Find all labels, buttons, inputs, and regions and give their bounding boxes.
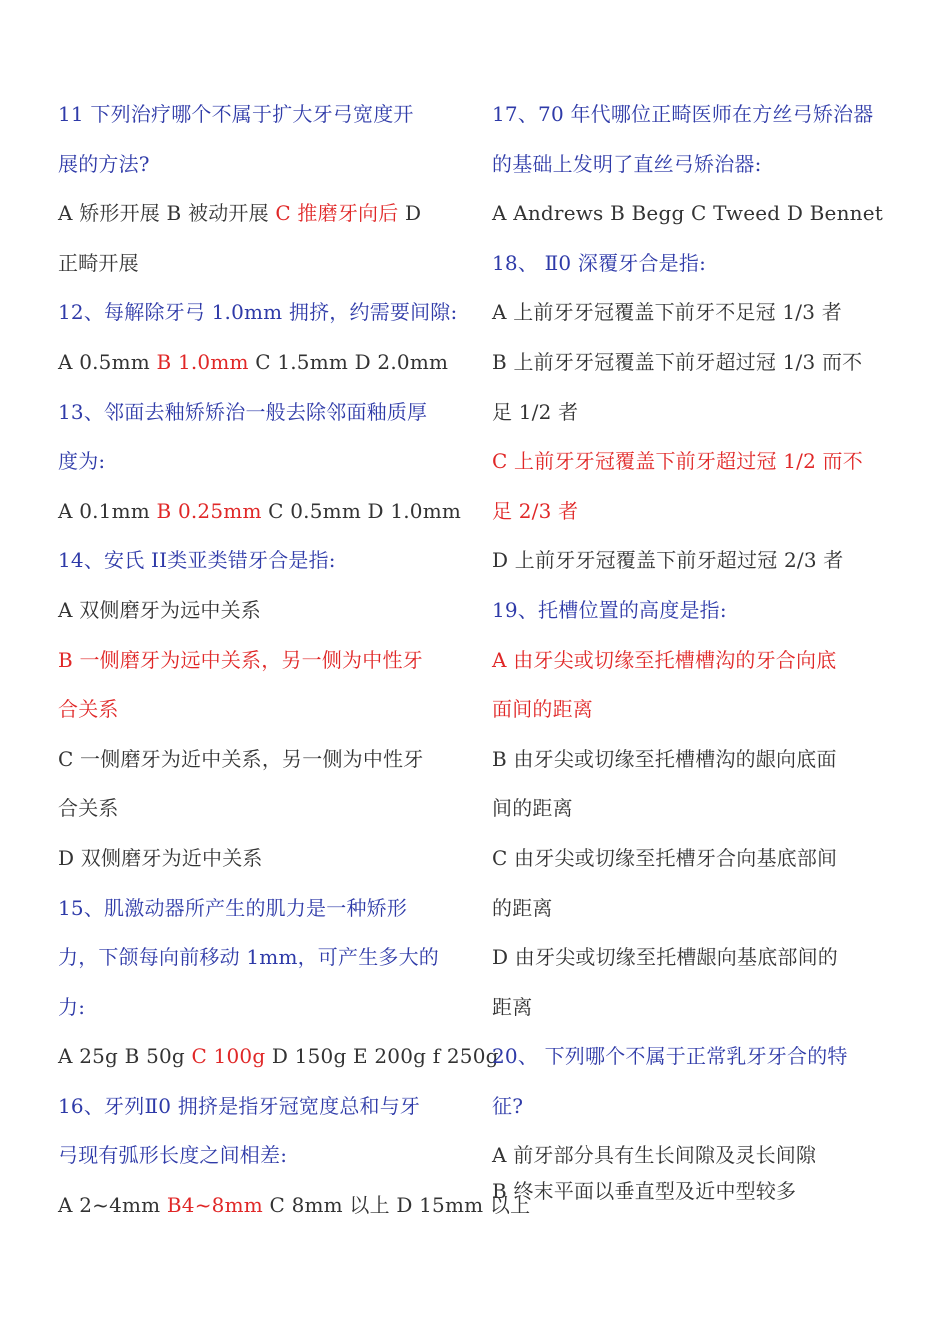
question-18-option-b-line-2: 足 1/2 者 xyxy=(492,399,579,424)
option-d-f: D 150g E 200g f 250g xyxy=(265,1044,499,1069)
question-11-option-d-cont: 正畸开展 xyxy=(58,250,139,275)
question-14-option-c-line-2: 合关系 xyxy=(58,796,119,821)
option-a: A 0.5mm xyxy=(58,349,157,374)
question-18-option-d: D 上前牙牙冠覆盖下前牙超过冠 2/3 者 xyxy=(492,548,844,573)
question-14-option-d: D 双侧磨牙为近中关系 xyxy=(58,845,263,870)
question-18-option-a: A 上前牙牙冠覆盖下前牙不足冠 1/3 者 xyxy=(492,300,842,325)
option-c-d: C 0.5mm D 1.0mm xyxy=(261,498,462,523)
correct-answer: B 0.25mm xyxy=(156,498,262,523)
option-a-b: A 矫形开展 B 被动开展 xyxy=(58,201,276,226)
question-15-options xyxy=(58,1036,499,1086)
correct-answer: C 推磨牙向后 xyxy=(275,201,399,226)
question-16-line-2: 弓现有弧形长度之间相差: xyxy=(58,1143,288,1168)
question-20-option-b: B 终末平面以垂直型及近中型较多 xyxy=(492,1179,797,1204)
question-16-options xyxy=(58,1185,531,1235)
question-14-option-b-line-2: 合关系 xyxy=(58,697,119,722)
question-20-option-a: A 前牙部分具有生长间隙及灵长间隙 xyxy=(492,1143,817,1168)
question-17-line-1: 17、70 年代哪位正畸医师在方丝弓矫治器 xyxy=(492,102,874,126)
question-11-line-1: 11 下列治疗哪个不属于扩大牙弓宽度开 xyxy=(58,102,414,126)
question-12: 12、每解除牙弓 1.0mm 拥挤，约需要间隙: xyxy=(58,300,458,325)
question-19-option-d-line-2: 距离 xyxy=(492,994,533,1019)
question-13-line-1: 13、邻面去釉矫矫治一般去除邻面釉质厚 xyxy=(58,399,428,424)
question-14: 14、安氏 II类亚类错牙合是指: xyxy=(58,548,336,573)
question-17-options: A Andrews B Begg C Tweed D Bennet xyxy=(492,201,884,226)
question-19-option-c-line-2: 的距离 xyxy=(492,895,553,920)
question-13-options xyxy=(58,491,468,541)
option-a-b: A 25g B 50g xyxy=(58,1044,192,1069)
question-18-option-c-line-2: 足 2/3 者 xyxy=(492,498,579,523)
question-19-option-d-line-1: D 由牙尖或切缘至托槽龈向基底部间的 xyxy=(492,945,838,970)
question-11-line-2: 展的方法? xyxy=(58,151,150,176)
question-19-option-a-line-1: A 由牙尖或切缘至托槽槽沟的牙合向底 xyxy=(492,647,837,672)
question-16-line-1: 16、牙列Ⅱ0 拥挤是指牙冠宽度总和与牙 xyxy=(58,1093,421,1118)
right-column xyxy=(492,94,902,1207)
question-11-options xyxy=(58,193,468,243)
question-19-option-c-line-1: C 由牙尖或切缘至托槽牙合向基底部间 xyxy=(492,845,838,870)
option-c-d: C 8mm 以上 D 15mm 以上 xyxy=(262,1193,531,1218)
question-14-option-b-line-1: B 一侧磨牙为远中关系，另一侧为中性牙 xyxy=(58,647,423,672)
option-a: A 0.1mm xyxy=(58,498,157,523)
question-18: 18、 Ⅱ0 深覆牙合是指: xyxy=(492,250,707,275)
option-a: A 2~4mm xyxy=(58,1193,167,1218)
option-d: D xyxy=(398,201,422,226)
question-18-option-b-line-1: B 上前牙牙冠覆盖下前牙超过冠 1/3 而不 xyxy=(492,349,863,374)
question-19-option-a-line-2: 面间的距离 xyxy=(492,697,593,722)
correct-answer: C 100g xyxy=(191,1044,266,1069)
question-15-line-1: 15、肌激动器所产生的肌力是一种矫形 xyxy=(58,895,408,920)
question-19-option-b-line-2: 间的距离 xyxy=(492,796,573,821)
question-14-option-a: A 双侧磨牙为远中关系 xyxy=(58,597,262,622)
question-13-line-2: 度为: xyxy=(58,449,106,474)
question-15-line-2: 力，下颌每向前移动 1mm，可产生多大的 xyxy=(58,945,440,970)
correct-answer: B4~8mm xyxy=(166,1193,263,1218)
question-12-options xyxy=(58,342,468,392)
correct-answer: B 1.0mm xyxy=(156,349,249,374)
question-15-line-3: 力: xyxy=(58,994,86,1019)
question-20-line-2: 征? xyxy=(492,1093,524,1118)
question-14-option-c-line-1: C 一侧磨牙为近中关系，另一侧为中性牙 xyxy=(58,746,424,771)
option-c-d: C 1.5mm D 2.0mm xyxy=(248,349,449,374)
question-17-line-2: 的基础上发明了直丝弓矫治器: xyxy=(492,151,762,176)
question-18-option-c-line-1: C 上前牙牙冠覆盖下前牙超过冠 1/2 而不 xyxy=(492,449,863,474)
question-19: 19、托槽位置的高度是指: xyxy=(492,597,727,622)
question-20-line-1: 20、 下列哪个不属于正常乳牙牙合的特 xyxy=(492,1044,848,1069)
question-19-option-b-line-1: B 由牙尖或切缘至托槽槽沟的龈向底面 xyxy=(492,746,837,771)
